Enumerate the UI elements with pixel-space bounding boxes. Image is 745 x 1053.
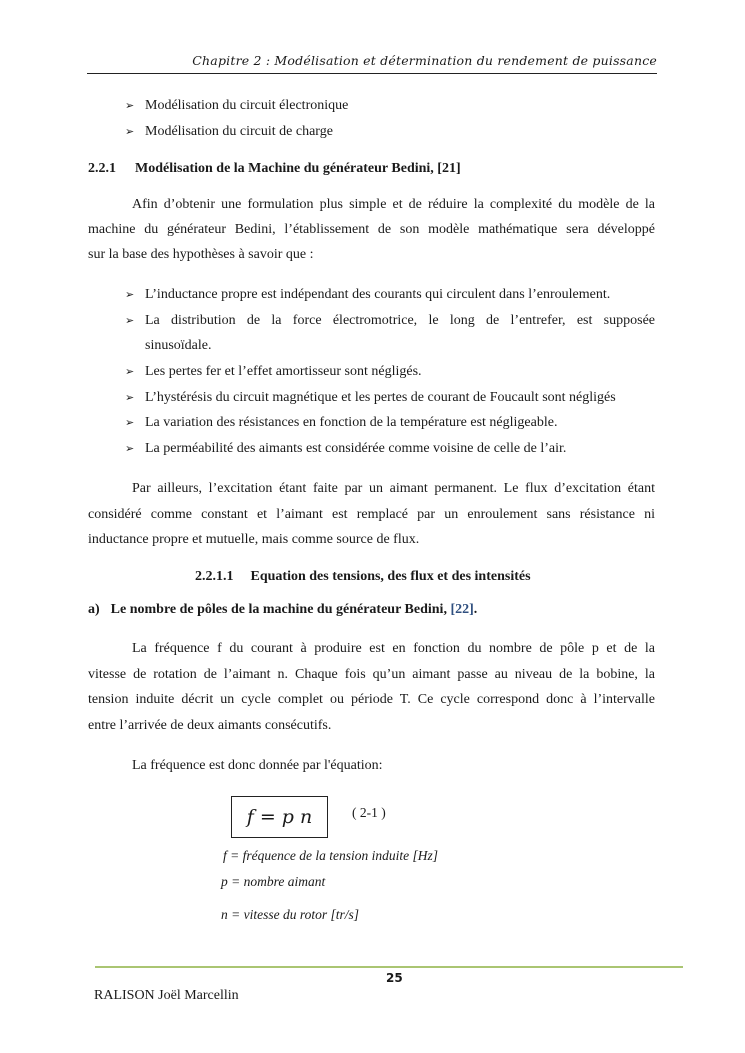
- list-item: ➢ La variation des résistances en fonction de la température est négligeable.: [125, 413, 655, 433]
- footer-author: RALISON Joël Marcellin: [94, 988, 239, 1003]
- paragraph-line: tension induite décrit un cycle complet ou période T. Ce cycle correspond donc à l’intervalle: [88, 692, 655, 707]
- definition-line: p = nombre aimant: [221, 874, 326, 889]
- arrow-bullet-icon: ➢: [125, 99, 135, 112]
- list-item: ➢ La perméabilité des aimants est considérée comme voisine de celle de l’air.: [125, 439, 655, 459]
- footer-rule: [95, 966, 683, 968]
- definition-line: f = fréquence de la tension induite [Hz]: [223, 848, 438, 863]
- list-item: ➢ Les pertes fer et l’effet amortisseur sont négligés.: [125, 362, 655, 382]
- arrow-bullet-icon: ➢: [125, 391, 135, 404]
- paragraph-line: entre l’arrivée de deux aimants consécutifs.: [88, 718, 332, 733]
- reference-link[interactable]: [22]: [450, 602, 474, 617]
- definition-line: n = vitesse du rotor [tr/s]: [221, 907, 359, 922]
- paragraph-line: machine du générateur Bedini, l’établissement de son modèle mathématique sera développé: [88, 222, 655, 237]
- page-number: 25: [386, 971, 403, 985]
- list-item: ➢ L’hystérésis du circuit magnétique et les pertes de courant de Foucault sont négligés: [125, 388, 655, 408]
- equation-box: [231, 796, 328, 838]
- paragraph-line: Par ailleurs, l’excitation étant faite par un aimant permanent. Le flux d’excitation étant: [132, 481, 655, 496]
- arrow-bullet-icon: ➢: [125, 125, 135, 138]
- paragraph-line: inductance propre et mutuelle, mais comme source de flux.: [88, 532, 420, 547]
- equation-formula: f = p n: [246, 806, 313, 828]
- chapter-header: Chapitre 2 : Modélisation et détermination du rendement de puissance: [192, 53, 657, 68]
- paragraph-line: vitesse de rotation de l’aimant n. Chaque fois qu’un aimant passe au niveau de la bobine, la: [88, 667, 655, 682]
- list-item-continuation: sinusoïdale.: [145, 338, 212, 353]
- paragraph-line: Afin d’obtenir une formulation plus simple et de réduire la complexité du modèle de la: [132, 197, 655, 212]
- arrow-bullet-icon: ➢: [125, 365, 135, 378]
- list-item: ➢ La distribution de la force électromotrice, le long de l’entrefer, est supposée: [125, 311, 655, 331]
- section-heading: 2.2.1 Modélisation de la Machine du générateur Bedini, [21]: [88, 161, 461, 176]
- subheading-a: a) Le nombre de pôles de la machine du générateur Bedini, [22].: [88, 602, 478, 617]
- subsection-heading: 2.2.1.1 Equation des tensions, des flux et des intensités: [195, 569, 531, 584]
- paragraph-line: considéré comme constant et l’aimant est remplacé par un enroulement sans résistance ni: [88, 507, 655, 522]
- paragraph-line: La fréquence f du courant à produire est en fonction du nombre de pôle p et de la: [132, 641, 655, 656]
- list-item: ➢ Modélisation du circuit électronique: [125, 96, 625, 116]
- list-item: ➢ Modélisation du circuit de charge: [125, 122, 625, 142]
- paragraph-line: sur la base des hypothèses à savoir que :: [88, 247, 314, 262]
- arrow-bullet-icon: ➢: [125, 442, 135, 455]
- arrow-bullet-icon: ➢: [125, 416, 135, 429]
- equation-number: ( 2-1 ): [352, 805, 386, 820]
- arrow-bullet-icon: ➢: [125, 288, 135, 301]
- equation-intro: La fréquence est donc donnée par l'équation:: [132, 758, 383, 773]
- arrow-bullet-icon: ➢: [125, 314, 135, 327]
- list-item: ➢ L’inductance propre est indépendant des courants qui circulent dans l’enroulement.: [125, 285, 655, 305]
- header-rule: [87, 73, 657, 74]
